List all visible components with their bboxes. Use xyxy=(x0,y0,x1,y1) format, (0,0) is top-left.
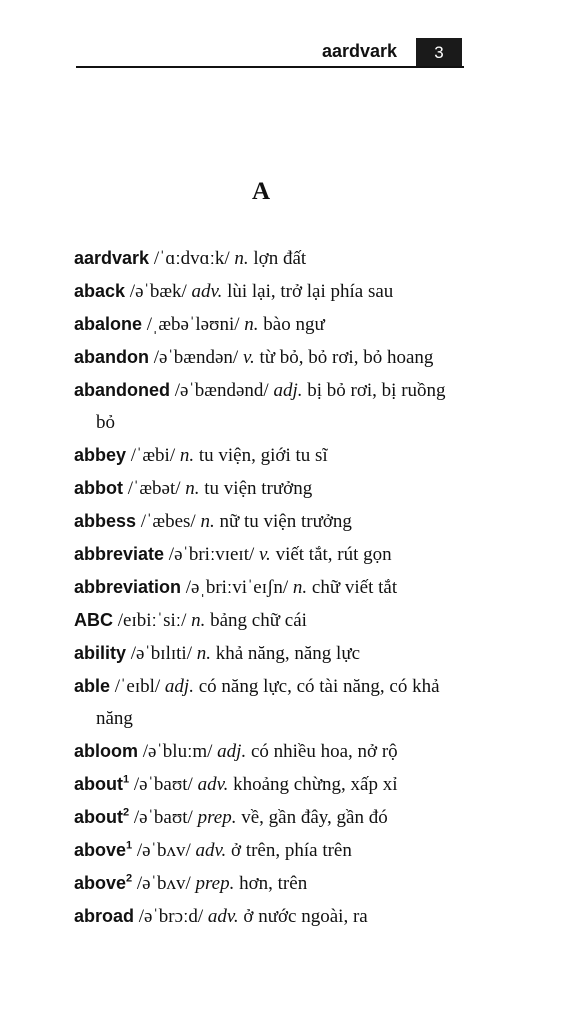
entry-pronunciation: /ˌæbəˈləʊni/ xyxy=(146,314,240,335)
entry-headword: above xyxy=(74,873,127,893)
entry-pronunciation: /əˈbæk/ xyxy=(129,281,187,302)
entry-pronunciation: /ˈeɪbl/ xyxy=(114,676,161,697)
dictionary-entry xyxy=(74,735,469,768)
entry-headword: abandon xyxy=(74,347,149,367)
entry-meaning: có nhiều hoa, nở rộ xyxy=(250,741,398,762)
entry-pronunciation: /ˈæbi/ xyxy=(130,445,176,466)
entry-headword: about xyxy=(74,774,123,794)
entry-pronunciation: /əˈbʌv/ xyxy=(136,840,191,861)
entry-part-of-speech: prep. xyxy=(197,807,237,828)
entry-meaning: tu viện, giới tu sĩ xyxy=(198,445,328,466)
dictionary-entry xyxy=(74,900,469,933)
entry-part-of-speech: v. xyxy=(259,544,271,565)
entry-pronunciation: /əˈbændən/ xyxy=(153,347,239,368)
entry-meaning: lợn đất xyxy=(253,248,307,269)
dictionary-entry xyxy=(74,242,469,275)
entry-pronunciation: /əˈbrɔːd/ xyxy=(138,906,204,927)
entry-headword: abbess xyxy=(74,511,137,531)
entry-headword: about xyxy=(74,807,123,827)
dictionary-entry xyxy=(74,439,469,472)
entry-pronunciation: /əˌbriːviˈeɪʃn/ xyxy=(185,577,289,598)
entry-meaning: chữ viết tắt xyxy=(311,577,398,598)
dictionary-entry xyxy=(74,637,469,670)
entry-meaning: bảng chữ cái xyxy=(210,610,307,631)
entry-meaning: bị bỏ rơi, bị ruồng bỏ xyxy=(96,380,446,433)
entry-headword: abbey xyxy=(74,445,127,465)
dictionary-entry xyxy=(74,308,469,341)
dictionary-entry xyxy=(74,275,469,308)
entry-meaning: tu viện trưởng xyxy=(204,478,313,499)
entry-meaning: khoảng chừng, xấp xỉ xyxy=(233,774,398,795)
entry-headword: abbreviate xyxy=(74,544,165,564)
entry-part-of-speech: n. xyxy=(196,643,211,664)
dictionary-entry xyxy=(74,670,469,735)
dictionary-entry xyxy=(74,374,469,439)
entry-pronunciation: /eɪbiːˈsiː/ xyxy=(117,610,187,631)
entry-pronunciation: /əˈbɪlɪti/ xyxy=(130,643,192,664)
entry-pronunciation: /ˈɑːdvɑːk/ xyxy=(153,248,230,269)
entry-part-of-speech: n. xyxy=(234,248,249,269)
entry-part-of-speech: adv. xyxy=(197,774,229,795)
dictionary-entry xyxy=(74,538,469,571)
entry-meaning: ở trên, phía trên xyxy=(231,840,352,861)
dictionary-entry xyxy=(74,604,469,637)
entry-headword: aardvark xyxy=(74,248,150,268)
entry-headword: able xyxy=(74,676,111,696)
dictionary-entry xyxy=(74,505,469,538)
dictionary-entry xyxy=(74,571,469,604)
entry-meaning: viết tắt, rút gọn xyxy=(275,544,392,565)
entry-sense-number: 1 xyxy=(123,773,130,786)
entry-part-of-speech: adj. xyxy=(217,741,247,762)
entry-meaning: nữ tu viện trưởng xyxy=(219,511,352,532)
entry-meaning: ở nước ngoài, ra xyxy=(243,906,368,927)
entry-pronunciation: /əˈbʌv/ xyxy=(136,873,191,894)
entry-pronunciation: /əˈbændənd/ xyxy=(174,380,269,401)
header-rule xyxy=(76,66,464,68)
entry-headword: ability xyxy=(74,643,127,663)
entry-part-of-speech: adv. xyxy=(191,281,223,302)
entry-pronunciation: /əˈbluːm/ xyxy=(142,741,213,762)
dictionary-entry xyxy=(74,801,469,834)
entry-headword: abloom xyxy=(74,741,139,761)
entry-part-of-speech: prep. xyxy=(195,873,235,894)
page-number: 3 xyxy=(416,38,462,68)
entry-part-of-speech: adj. xyxy=(164,676,194,697)
entry-pronunciation: /əˈbaʊt/ xyxy=(133,774,193,795)
entry-meaning: khả năng, năng lực xyxy=(215,643,361,664)
entry-headword: abandoned xyxy=(74,380,171,400)
entry-headword: aback xyxy=(74,281,126,301)
entry-pronunciation: /ˈæbət/ xyxy=(127,478,181,499)
section-letter: A xyxy=(252,178,271,205)
entry-pronunciation: /ˈæbes/ xyxy=(140,511,196,532)
entry-part-of-speech: n. xyxy=(200,511,215,532)
dictionary-entry xyxy=(74,867,469,900)
entry-part-of-speech: v. xyxy=(242,347,255,368)
entry-sense-number: 2 xyxy=(126,872,133,885)
entry-pronunciation: /əˈbriːvɪeɪt/ xyxy=(168,544,255,565)
entry-meaning: hơn, trên xyxy=(239,873,308,894)
dictionary-entry xyxy=(74,341,469,374)
entry-headword: abbot xyxy=(74,478,123,498)
dictionary-entries xyxy=(74,242,469,933)
dictionary-entry xyxy=(74,834,469,867)
entry-sense-number: 1 xyxy=(126,839,133,852)
entry-part-of-speech: n. xyxy=(179,445,195,466)
entry-part-of-speech: adj. xyxy=(273,380,303,401)
entry-part-of-speech: adv. xyxy=(195,840,227,861)
entry-headword: ABC xyxy=(74,610,113,630)
entry-meaning: có năng lực, có tài năng, có khả năng xyxy=(96,676,440,729)
entry-pronunciation: /əˈbaʊt/ xyxy=(133,807,193,828)
entry-headword: abroad xyxy=(74,906,135,926)
entry-part-of-speech: adv. xyxy=(207,906,239,927)
entry-meaning: lùi lại, trở lại phía sau xyxy=(227,281,394,302)
entry-sense-number: 2 xyxy=(123,806,130,819)
entry-part-of-speech: n. xyxy=(292,577,308,598)
entry-meaning: từ bỏ, bỏ rơi, bỏ hoang xyxy=(259,347,434,368)
entry-meaning: về, gần đây, gần đó xyxy=(241,807,388,828)
guide-word: aardvark xyxy=(322,41,398,61)
entry-part-of-speech: n. xyxy=(244,314,259,335)
dictionary-entry xyxy=(74,768,469,801)
dictionary-entry xyxy=(74,472,469,505)
entry-headword: above xyxy=(74,840,127,860)
entry-part-of-speech: n. xyxy=(185,478,200,499)
entry-headword: abalone xyxy=(74,314,143,334)
entry-headword: abbreviation xyxy=(74,577,182,597)
entry-part-of-speech: n. xyxy=(191,610,206,631)
entry-meaning: bào ngư xyxy=(263,314,325,335)
